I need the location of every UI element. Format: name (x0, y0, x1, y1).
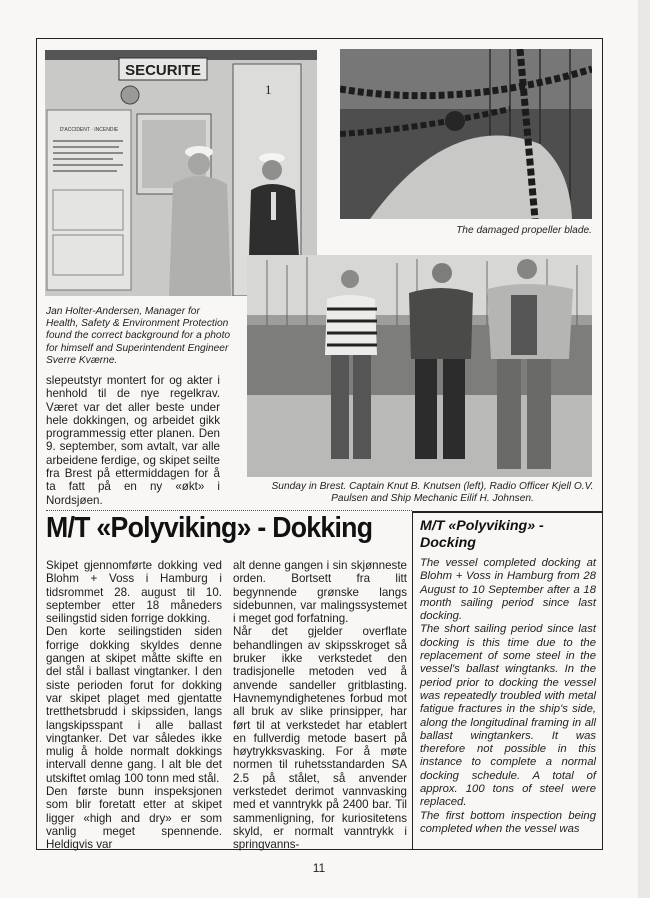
securite-caption: Jan Holter-Andersen, Manager for Health, Safety & Environment Protection found the correct background for a photo for himself and Superintendent Engineer Sverre Kværne. (46, 306, 231, 366)
article-paragraph: alt denne gangen i sin skjønneste orden. Bortsett fra litt begynnende grønske langs sidebunnen, var malingssystemet i meget god forfatning. (233, 559, 407, 626)
article-paragraph: Når det gjelder overflate behandlingen av skipsskroget så bruker ikke verkstedet den tradisjonelle metoden ved å anvende sandeller gritblasting. Havnemyndighetenes forbud mot all bruk av slike prinsipper, har ført til at verkstedet har etablert en fullverdig metode basert på høytrykksvasking. For å møte normen til ruhetsstandarden SA 2.5 på stålet, så anvender verkstedet derimot vannvasking med et vanntrykk på 2400 bar. Til sammenligning, for kuriositetens skyld, er normalt vanntrykk i springvanns- (233, 625, 407, 852)
article-paragraph: Den første bunn inspeksjonen som blir foretatt etter at skipet ligger «high and dry» er som vanlig meget spennende. Heldigvis var (46, 785, 222, 852)
article-column-2 (233, 559, 407, 852)
english-paragraph: The short sailing period since last docking is this time due to the replacement of some steel in the vessel's ballast wingtanks. In the period prior to docking the vessel was repeatedly troubled with metal fatigue fractures in the ship's side, along the longitudinal framing in all ballast wingtankers. It was therefore not possible in this instance to complete a normal docking schedule. A total of approx. 100 tons of steel were replaced. (420, 623, 596, 809)
section-divider (46, 510, 412, 511)
article-paragraph: Den korte seilingstiden siden forrige dokking skyldes denne gangen at skipet måtte skifte en del stål i ballast vingtanker. I den siste perioden forut for dokking var skipet plaget med gjentatte tretthetsbrudd i skipssiden, langs langskipsspant i alle ballast vingtanker. Det var således ikke mulig å holde normalt dokkings intervall denne gang. I alt ble det utskiftet omlag 100 tonn med stål. (46, 625, 222, 785)
notice-heading: D'ACCIDENT · INCENDIE (59, 127, 119, 133)
article-paragraph: Skipet gjennomførte dokking ved Blohm + Voss i Hamburg i tidsrommet 28. august til 10. september etter 18 måneders seilingstid siden forrige dokking. (46, 559, 222, 626)
door-number: 1 (265, 82, 272, 97)
english-title: M/T «Polyviking» - Docking (420, 518, 544, 551)
page-number: 11 (312, 861, 326, 875)
english-paragraph: The first bottom inspection being completed when the vessel was (420, 809, 596, 835)
english-text (420, 557, 596, 836)
article-column-1 (46, 559, 222, 852)
photo-harbour (247, 255, 592, 477)
english-paragraph: The vessel completed docking at Blohm + Voss in Hamburg from 28 August to 10 September after a 18 month sailing period since last docking. (420, 557, 596, 623)
article-title: M/T «Polyviking» - Dokking (46, 512, 373, 544)
propeller-caption: The damaged propeller blade. (456, 225, 592, 236)
english-box-divider (412, 511, 603, 513)
photo-propeller (340, 49, 592, 219)
intro-text: slepeutstyr montert for og akter i henhold til de nye regelkrav. Været var det aller beste under hele dokkingen, og arbeidet gikk programmessig etter planen. Den 9. september, som avtalt, var alle arbeidene ferdige, og skipet seilte fra Brest på ettermiddagen for å ta fatt på en ny «økt» i Nordsjøen. (46, 374, 220, 507)
securite-sign-text: SECURITE (125, 62, 201, 79)
harbour-caption: Sunday in Brest. Captain Knut B. Knutsen (left), Radio Officer Kjell O.V. Paulsen and Ship Mechanic Eilif H. Johnsen. (271, 481, 594, 505)
